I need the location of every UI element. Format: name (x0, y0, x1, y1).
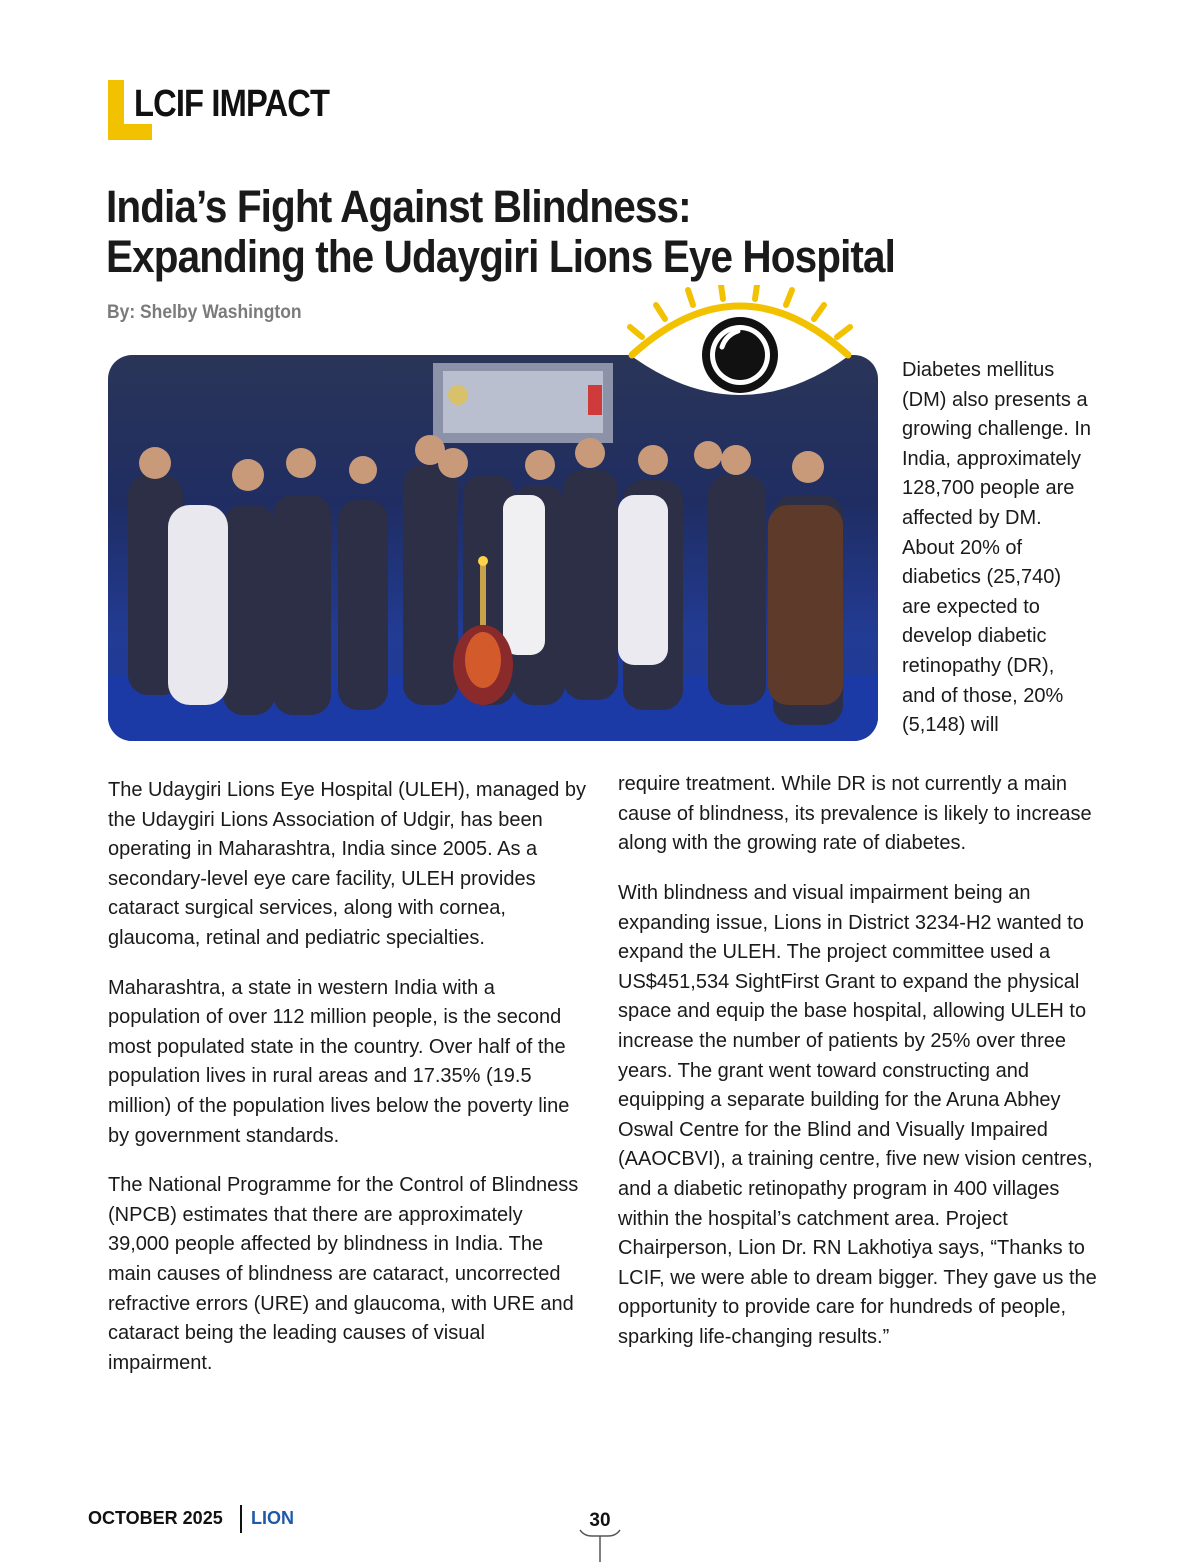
sidebar-continuation (618, 770, 1098, 879)
page-ornament-icon (578, 1528, 622, 1562)
section-label: LCIF IMPACT (134, 83, 330, 125)
left-column (108, 776, 588, 1398)
title-line-2: Expanding the Udaygiri Lions Eye Hospital (106, 231, 895, 282)
sidebar-continuation-text: require treatment. While DR is not currently a main cause of blindness, its prevalence is likely to increase along with the growing rate of diabetes. (618, 773, 1092, 855)
paragraph: The Udaygiri Lions Eye Hospital (ULEH), managed by the Udaygiri Lions Association of Udgir, has been operating in Maharashtra, India since 2005. As a secondary-level eye care facility, ULEH provides cataract surgical services, along with cornea, glaucoma, retinal and pediatric specialties. (108, 779, 586, 949)
paragraph: Maharashtra, a state in western India with a population of over 112 million people, is the second most populated state in the country. Over half of the population lives in rural areas and 17.35% (19.5 million) of the population lives below the poverty line by government standards. (108, 976, 570, 1147)
footer-divider (240, 1505, 242, 1533)
article-title (106, 182, 1006, 282)
title-line-1: India’s Fight Against Blindness: (106, 181, 691, 232)
page-number: 30 (589, 1510, 611, 1531)
paragraph: The National Programme for the Control of Blindness (NPCB) estimates that there are approximately 39,000 people affected by blindness in India. The main causes of blindness are cataract, uncorrected refractive errors (URE) and glaucoma, with URE and cataract being the leading causes of visual impairment. (108, 1174, 579, 1374)
footer-magazine-name: LION (251, 1508, 294, 1528)
paragraph: With blindness and visual impairment being an expanding issue, Lions in District 3234-H2 wanted to expand the ULEH. The project committee used a US$451,534 SightFirst Grant to expand the physical space and equip the base hospital, allowing ULEH to increase the number of patients by 25% over three years. The grant went toward constructing and equipping a separate building for the Aruna Abhey Oswal Centre for the Blind and Visually Impaired (AAOCBVI), a training centre, five new vision centres, and a diabetic retinopathy program in 400 villages within the hospital’s catchment area. Project Chairperson, Lion Dr. RN Lakhotiya says, “Thanks to LCIF, we were able to dream bigger. They gave us the opportunity to provide care for hundreds of people, sparking life-changing results.” (618, 882, 1097, 1348)
byline: By: Shelby Washington (107, 302, 302, 323)
footer-date: OCTOBER 2025 (88, 1508, 223, 1528)
right-column (618, 879, 1098, 1373)
eye-icon (620, 285, 860, 415)
sidebar-paragraph: Diabetes mellitus (DM) also presents a growing challenge. In India, approximately 128,700 people are affected by DM. About 20% of diabetics (25,740) are expected to develop diabetic retinopathy (DR), and of those, 20% (5,148) will (902, 359, 1092, 737)
